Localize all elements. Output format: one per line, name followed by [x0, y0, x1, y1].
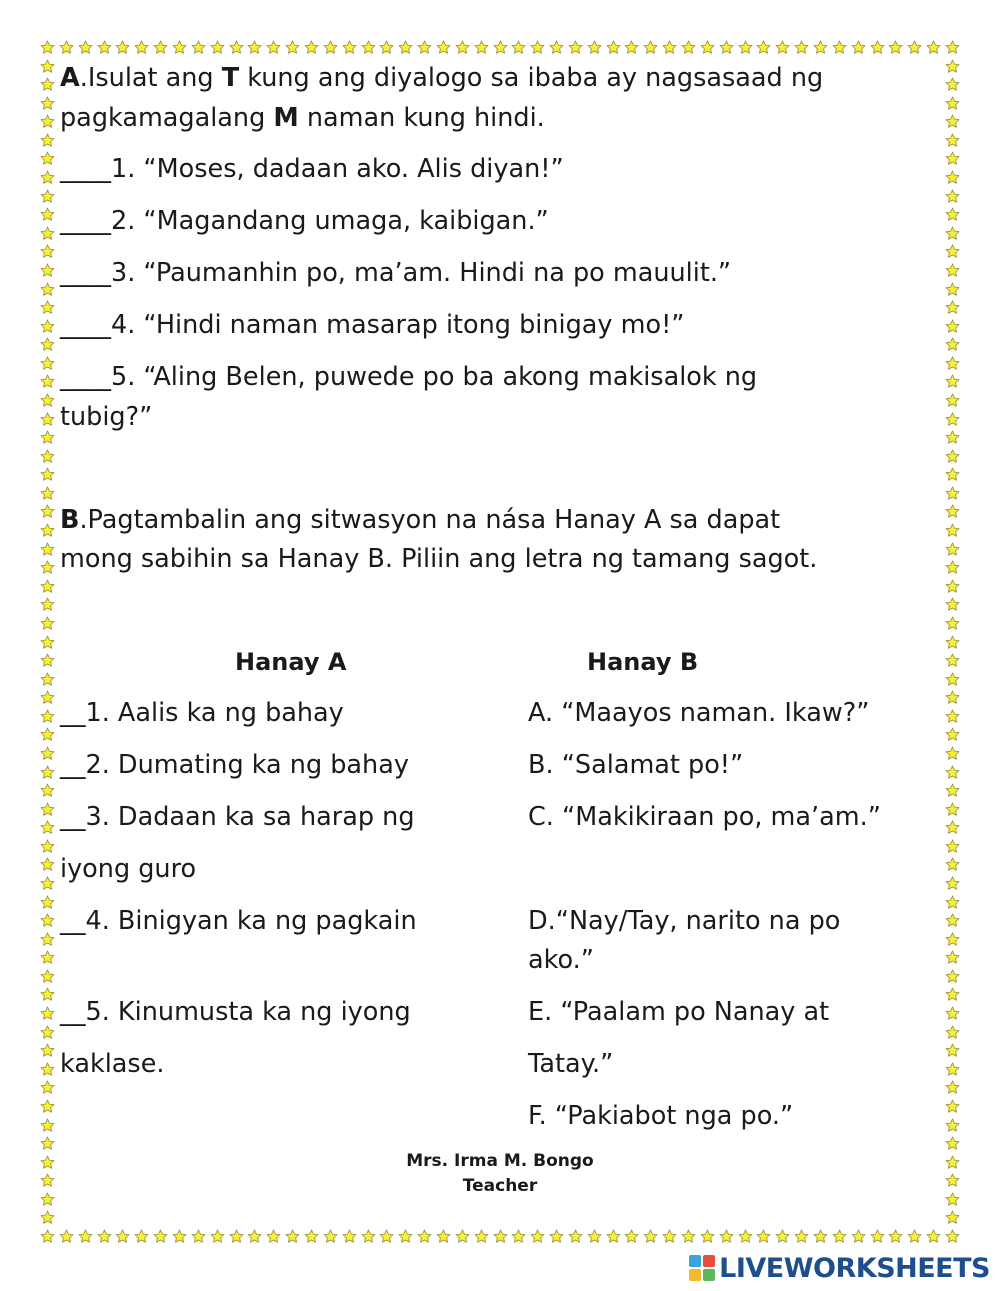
- star-icon: [304, 40, 319, 55]
- hanay-a-item-1[interactable]: __1. Aalis ka ng bahay: [60, 698, 344, 728]
- star-icon: [624, 40, 639, 55]
- star-icon: [851, 1229, 866, 1244]
- star-icon: [40, 932, 55, 947]
- star-icon: [172, 40, 187, 55]
- star-icon: [455, 1229, 470, 1244]
- star-icon: [662, 1229, 677, 1244]
- star-icon: [945, 467, 960, 482]
- star-icon: [210, 1229, 225, 1244]
- hanay-b-option-b: B. “Salamat po!”: [528, 750, 744, 780]
- star-icon: [40, 1229, 55, 1244]
- star-icon: [945, 337, 960, 352]
- star-icon: [153, 40, 168, 55]
- star-icon: [115, 1229, 130, 1244]
- section-a-item-5[interactable]: ____5. “Aling Belen, puwede po ba akong makisalok ng: [60, 362, 758, 392]
- star-icon: [40, 876, 55, 891]
- star-icon: [945, 430, 960, 445]
- liveworksheets-logo-icon: [689, 1255, 715, 1281]
- star-icon: [40, 77, 55, 92]
- star-icon: [59, 40, 74, 55]
- section-a-item-1[interactable]: ____1. “Moses, dadaan ako. Alis diyan!”: [60, 154, 564, 184]
- star-icon: [945, 282, 960, 297]
- star-icon: [97, 40, 112, 55]
- star-icon: [945, 244, 960, 259]
- teacher-title: Teacher: [462, 1176, 538, 1196]
- star-icon: [945, 839, 960, 854]
- star-icon: [945, 1136, 960, 1151]
- star-icon: [40, 1136, 55, 1151]
- hanay-b-option-a: A. “Maayos naman. Ikaw?”: [528, 698, 870, 728]
- star-icon: [493, 40, 508, 55]
- star-icon: [40, 839, 55, 854]
- star-icon: [945, 802, 960, 817]
- star-icon: [40, 393, 55, 408]
- star-icon: [813, 40, 828, 55]
- star-icon: [40, 244, 55, 259]
- hanay-b-option-f: F. “Pakiabot nga po.”: [528, 1101, 794, 1131]
- star-icon: [945, 765, 960, 780]
- star-icon: [191, 40, 206, 55]
- star-icon: [719, 1229, 734, 1244]
- star-icon: [40, 1173, 55, 1188]
- star-icon: [945, 226, 960, 241]
- star-icon: [700, 40, 715, 55]
- star-icon: [945, 1025, 960, 1040]
- star-icon: [153, 1229, 168, 1244]
- star-icon: [247, 40, 262, 55]
- star-icon: [870, 1229, 885, 1244]
- star-icon: [945, 374, 960, 389]
- star-icon: [229, 1229, 244, 1244]
- star-icon: [945, 412, 960, 427]
- star-icon: [530, 1229, 545, 1244]
- hanay-b-option-d: D.“Nay/Tay, narito na po: [528, 906, 841, 936]
- star-icon: [40, 226, 55, 241]
- star-icon: [945, 449, 960, 464]
- star-icon: [40, 1155, 55, 1170]
- star-icon: [945, 579, 960, 594]
- star-icon: [97, 1229, 112, 1244]
- star-icon: [775, 40, 790, 55]
- star-icon: [59, 1229, 74, 1244]
- star-icon: [78, 1229, 93, 1244]
- section-b-instruction-line-2: mong sabihin sa Hanay B. Piliin ang letra ng tamang sagot.: [60, 544, 818, 574]
- star-icon: [361, 40, 376, 55]
- hanay-a-item-5-cont: kaklase.: [60, 1049, 165, 1079]
- star-icon: [115, 40, 130, 55]
- star-icon: [40, 1025, 55, 1040]
- star-icon: [40, 300, 55, 315]
- star-icon: [40, 765, 55, 780]
- star-icon: [436, 1229, 451, 1244]
- star-icon: [945, 504, 960, 519]
- star-icon: [266, 1229, 281, 1244]
- star-icon: [40, 170, 55, 185]
- star-icon: [945, 189, 960, 204]
- section-a-item-4[interactable]: ____4. “Hindi naman masarap itong binigay mo!”: [60, 310, 685, 340]
- star-icon: [304, 1229, 319, 1244]
- star-icon: [40, 486, 55, 501]
- star-icon: [926, 40, 941, 55]
- star-icon: [549, 40, 564, 55]
- star-icon: [474, 1229, 489, 1244]
- star-icon: [945, 653, 960, 668]
- star-icon: [40, 616, 55, 631]
- star-icon: [662, 40, 677, 55]
- star-icon: [945, 616, 960, 631]
- star-icon: [738, 1229, 753, 1244]
- star-icon: [945, 1229, 960, 1244]
- section-a-instruction: [60, 61, 823, 95]
- section-a-instruction-text-4: naman kung hindi.: [298, 103, 545, 133]
- star-icon: [40, 690, 55, 705]
- hanay-b-option-d-cont: ako.”: [528, 945, 594, 975]
- star-icon: [945, 133, 960, 148]
- star-icon: [851, 40, 866, 55]
- star-icon: [587, 1229, 602, 1244]
- star-icon: [945, 1062, 960, 1077]
- star-icon: [945, 672, 960, 687]
- star-icon: [945, 783, 960, 798]
- star-icon: [417, 40, 432, 55]
- star-icon: [172, 1229, 187, 1244]
- star-icon: [78, 40, 93, 55]
- section-a-letter: A: [60, 63, 80, 93]
- star-icon: [945, 1210, 960, 1225]
- star-icon: [40, 40, 55, 55]
- star-icon: [40, 653, 55, 668]
- star-icon: [945, 151, 960, 166]
- star-icon: [945, 635, 960, 650]
- star-icon: [40, 895, 55, 910]
- brand-text: LIVEWORKSHEETS: [719, 1252, 990, 1284]
- star-icon: [888, 1229, 903, 1244]
- star-icon: [247, 1229, 262, 1244]
- hanay-a-item-2[interactable]: __2. Dumating ka ng bahay: [60, 750, 409, 780]
- star-icon: [229, 40, 244, 55]
- star-icon: [945, 300, 960, 315]
- star-icon: [417, 1229, 432, 1244]
- letter-t: T: [221, 63, 240, 93]
- letter-m: M: [273, 103, 299, 133]
- star-icon: [945, 393, 960, 408]
- star-icon: [40, 207, 55, 222]
- star-icon: [40, 114, 55, 129]
- star-icon: [681, 1229, 696, 1244]
- star-icon: [794, 1229, 809, 1244]
- star-icon: [719, 40, 734, 55]
- star-icon: [945, 746, 960, 761]
- hanay-a-item-5[interactable]: __5. Kinumusta ka ng iyong: [60, 997, 411, 1027]
- star-icon: [888, 40, 903, 55]
- star-icon: [40, 1062, 55, 1077]
- star-icon: [945, 1173, 960, 1188]
- star-icon: [945, 820, 960, 835]
- star-icon: [40, 635, 55, 650]
- section-a-item-2[interactable]: ____2. “Magandang umaga, kaibigan.”: [60, 206, 549, 236]
- star-icon: [945, 1080, 960, 1095]
- star-icon: [587, 40, 602, 55]
- star-icon: [40, 374, 55, 389]
- star-icon: [945, 59, 960, 74]
- star-icon: [945, 857, 960, 872]
- star-icon: [285, 1229, 300, 1244]
- star-icon: [738, 40, 753, 55]
- star-icon: [40, 969, 55, 984]
- star-icon: [945, 1118, 960, 1133]
- star-icon: [474, 40, 489, 55]
- star-icon: [342, 1229, 357, 1244]
- section-b-instruction-text-1: .Pagtambalin ang sitwasyon na nása Hanay A sa dapat: [79, 505, 781, 535]
- star-icon: [40, 263, 55, 278]
- hanay-a-item-3[interactable]: __3. Dadaan ka sa harap ng: [60, 802, 415, 832]
- star-icon: [40, 189, 55, 204]
- star-icon: [134, 40, 149, 55]
- star-icon: [832, 40, 847, 55]
- star-icon: [945, 96, 960, 111]
- star-icon: [945, 876, 960, 891]
- star-icon: [210, 40, 225, 55]
- star-icon: [926, 1229, 941, 1244]
- star-icon: [40, 319, 55, 334]
- star-icon: [945, 709, 960, 724]
- hanay-b-option-e-cont: Tatay.”: [528, 1049, 614, 1079]
- hanay-a-item-4[interactable]: __4. Binigyan ka ng pagkain: [60, 906, 417, 936]
- star-icon: [568, 40, 583, 55]
- star-icon: [379, 1229, 394, 1244]
- star-icon: [945, 207, 960, 222]
- star-icon: [398, 1229, 413, 1244]
- star-icon: [40, 356, 55, 371]
- hanay-a-header: Hanay A: [235, 648, 347, 676]
- star-icon: [342, 40, 357, 55]
- teacher-name: Mrs. Irma M. Bongo: [406, 1151, 594, 1171]
- hanay-b-option-c: C. “Makikiraan po, ma’am.”: [528, 802, 881, 832]
- section-a-instruction-text-1: .Isulat ang: [79, 63, 222, 93]
- star-icon: [945, 560, 960, 575]
- star-icon: [40, 1210, 55, 1225]
- star-icon: [945, 727, 960, 742]
- star-icon: [945, 1099, 960, 1114]
- star-icon: [643, 1229, 658, 1244]
- star-icon: [907, 40, 922, 55]
- star-icon: [945, 40, 960, 55]
- star-icon: [568, 1229, 583, 1244]
- star-icon: [40, 282, 55, 297]
- star-icon: [40, 96, 55, 111]
- star-icon: [40, 987, 55, 1002]
- star-icon: [813, 1229, 828, 1244]
- star-icon: [945, 690, 960, 705]
- star-icon: [945, 987, 960, 1002]
- star-icon: [40, 412, 55, 427]
- star-icon: [40, 151, 55, 166]
- star-icon: [606, 1229, 621, 1244]
- section-a-item-5-cont: tubig?”: [60, 402, 153, 432]
- star-icon: [945, 523, 960, 538]
- star-icon: [945, 932, 960, 947]
- star-icon: [40, 579, 55, 594]
- star-icon: [134, 1229, 149, 1244]
- section-a-item-3[interactable]: ____3. “Paumanhin po, ma’am. Hindi na po mauulit.”: [60, 258, 732, 288]
- star-icon: [606, 40, 621, 55]
- star-icon: [323, 1229, 338, 1244]
- star-icon: [40, 560, 55, 575]
- star-icon: [436, 40, 451, 55]
- hanay-b-option-e: E. “Paalam po Nanay at: [528, 997, 830, 1027]
- star-icon: [700, 1229, 715, 1244]
- star-icon: [945, 319, 960, 334]
- star-icon: [832, 1229, 847, 1244]
- star-icon: [40, 727, 55, 742]
- star-icon: [945, 1006, 960, 1021]
- liveworksheets-brand[interactable]: [689, 1253, 990, 1283]
- section-b-letter: B: [60, 505, 80, 535]
- star-icon: [907, 1229, 922, 1244]
- star-icon: [40, 1099, 55, 1114]
- star-icon: [40, 133, 55, 148]
- hanay-a-item-3-cont: iyong guro: [60, 854, 197, 884]
- star-icon: [266, 40, 281, 55]
- star-icon: [40, 337, 55, 352]
- star-icon: [945, 969, 960, 984]
- star-icon: [191, 1229, 206, 1244]
- star-icon: [493, 1229, 508, 1244]
- star-icon: [756, 1229, 771, 1244]
- star-icon: [511, 40, 526, 55]
- star-icon: [945, 950, 960, 965]
- star-icon: [681, 40, 696, 55]
- star-icon: [775, 1229, 790, 1244]
- star-icon: [549, 1229, 564, 1244]
- star-icon: [40, 783, 55, 798]
- star-icon: [40, 504, 55, 519]
- star-icon: [323, 40, 338, 55]
- star-icon: [945, 895, 960, 910]
- star-icon: [40, 449, 55, 464]
- section-a-instruction-text-3: pagkamagalang: [60, 103, 274, 133]
- star-icon: [40, 430, 55, 445]
- star-icon: [945, 77, 960, 92]
- star-icon: [398, 40, 413, 55]
- star-icon: [40, 542, 55, 557]
- star-icon: [945, 356, 960, 371]
- star-icon: [361, 1229, 376, 1244]
- star-icon: [40, 1043, 55, 1058]
- star-icon: [40, 709, 55, 724]
- star-icon: [455, 40, 470, 55]
- star-icon: [945, 1043, 960, 1058]
- star-icon: [530, 40, 545, 55]
- star-icon: [40, 59, 55, 74]
- star-icon: [643, 40, 658, 55]
- star-icon: [40, 1118, 55, 1133]
- hanay-b-header: Hanay B: [587, 648, 699, 676]
- star-icon: [40, 746, 55, 761]
- section-a-instruction-text-2: kung ang diyalogo sa ibaba ay nagsasaad ng: [239, 63, 824, 93]
- star-icon: [40, 820, 55, 835]
- section-b-instruction: [60, 503, 780, 537]
- star-icon: [40, 1080, 55, 1095]
- star-icon: [285, 40, 300, 55]
- star-icon: [945, 597, 960, 612]
- star-icon: [794, 40, 809, 55]
- star-icon: [40, 523, 55, 538]
- star-icon: [624, 1229, 639, 1244]
- star-icon: [40, 802, 55, 817]
- star-icon: [945, 1155, 960, 1170]
- star-icon: [40, 913, 55, 928]
- star-icon: [945, 1192, 960, 1207]
- star-icon: [40, 950, 55, 965]
- star-icon: [756, 40, 771, 55]
- star-icon: [40, 597, 55, 612]
- star-icon: [945, 913, 960, 928]
- star-icon: [40, 467, 55, 482]
- star-icon: [40, 1006, 55, 1021]
- star-icon: [945, 542, 960, 557]
- star-icon: [40, 672, 55, 687]
- star-icon: [511, 1229, 526, 1244]
- star-icon: [945, 263, 960, 278]
- star-icon: [40, 1192, 55, 1207]
- star-icon: [870, 40, 885, 55]
- star-icon: [945, 114, 960, 129]
- star-icon: [945, 486, 960, 501]
- section-a-instruction-line-2: [60, 101, 545, 135]
- star-icon: [945, 170, 960, 185]
- star-icon: [379, 40, 394, 55]
- star-icon: [40, 857, 55, 872]
